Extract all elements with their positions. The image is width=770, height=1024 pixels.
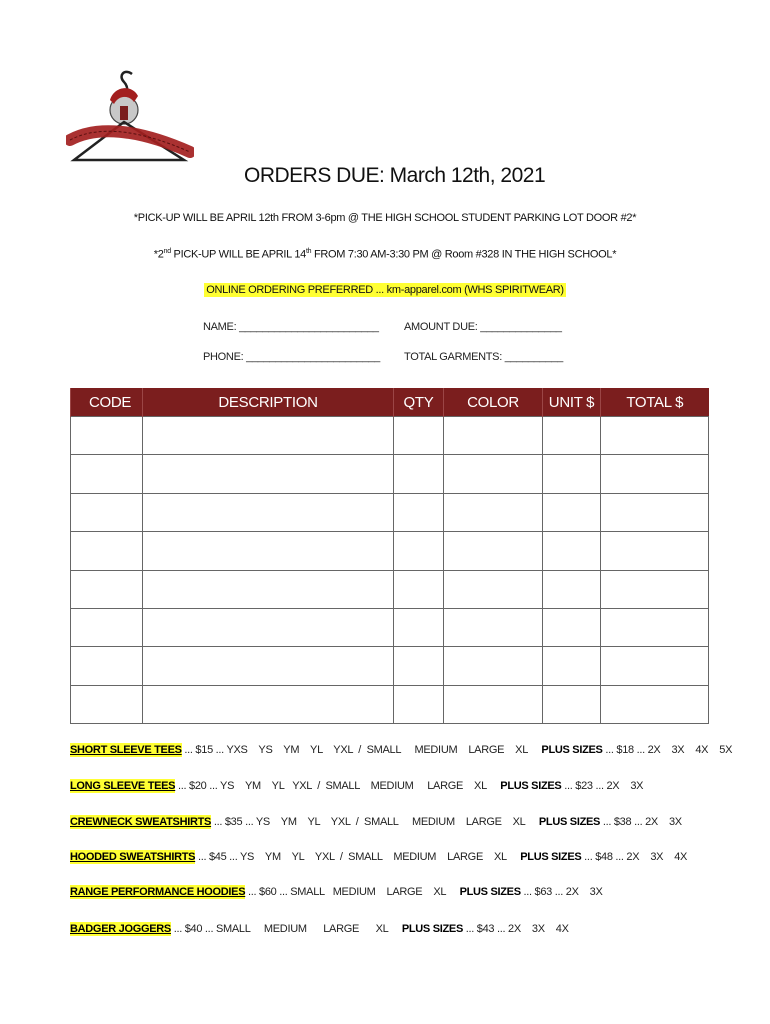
pickup-notice-1: *PICK-UP WILL BE APRIL 12th FROM 3-6pm @ THE HIGH SCHOOL STUDENT PARKING LOT DOOR #2* (133, 212, 637, 224)
cell-description[interactable] (143, 608, 394, 646)
cell-unit-price[interactable] (543, 532, 601, 570)
cell-description[interactable] (143, 455, 394, 493)
size-list: ... $15 ... YXS YS YM YL YXL / SMALL MEDIUM LARGE XL (181, 744, 542, 756)
plus-sizes-label: PLUS SIZES (538, 816, 601, 828)
total-garments-field[interactable]: TOTAL GARMENTS: __________ (404, 351, 563, 363)
header-color: COLOR (444, 388, 543, 417)
cell-color[interactable] (444, 532, 543, 570)
cell-color[interactable] (444, 455, 543, 493)
cell-code[interactable] (71, 685, 143, 723)
cell-unit-price[interactable] (543, 417, 601, 455)
name-field[interactable]: NAME: ________________________ (203, 321, 379, 333)
size-list: ... $60 ... SMALL MEDIUM LARGE XL (245, 886, 460, 898)
cell-code[interactable] (71, 608, 143, 646)
cell-qty[interactable] (394, 570, 444, 608)
plus-sizes-label: PLUS SIZES (541, 744, 603, 756)
cell-color[interactable] (444, 493, 543, 531)
cell-unit-price[interactable] (543, 647, 601, 685)
pickup-notice-2: *2nd PICK-UP WILL BE APRIL 14th FROM 7:30 AM-3:30 PM @ Room #328 IN THE HIGH SCHOOL* (153, 248, 617, 261)
cell-color[interactable] (444, 647, 543, 685)
plus-sizes-label: PLUS SIZES (500, 780, 562, 792)
cell-unit-price[interactable] (543, 608, 601, 646)
cell-description[interactable] (143, 570, 394, 608)
cell-description[interactable] (143, 647, 394, 685)
product-name: HOODED SWEATSHIRTS (70, 851, 196, 863)
plus-size-list: ... $48 ... 2X 3X 4X (581, 851, 688, 863)
plus-sizes-label: PLUS SIZES (459, 886, 521, 898)
amount-due-field[interactable]: AMOUNT DUE: ______________ (404, 321, 562, 333)
plus-sizes-label: PLUS SIZES (520, 851, 582, 863)
header-qty: QTY (394, 388, 444, 417)
online-ordering-highlight: ONLINE ORDERING PREFERRED ... km-apparel.com (WHS SPIRITWEAR) (206, 284, 564, 296)
cell-color[interactable] (444, 608, 543, 646)
cell-total[interactable] (601, 647, 709, 685)
price-line (70, 816, 682, 828)
product-name: RANGE PERFORMANCE HOODIES (70, 886, 246, 898)
product-name: CREWNECK SWEATSHIRTS (70, 816, 212, 828)
cell-total[interactable] (601, 532, 709, 570)
header-code: CODE (71, 388, 143, 417)
product-name: LONG SLEEVE TEES (70, 780, 176, 792)
table-row (71, 647, 709, 685)
plus-size-list: ... $63 ... 2X 3X (520, 886, 603, 898)
table-header-row (71, 388, 709, 417)
cell-qty[interactable] (394, 455, 444, 493)
price-line (70, 780, 643, 792)
table-row (71, 417, 709, 455)
cell-code[interactable] (71, 570, 143, 608)
cell-description[interactable] (143, 532, 394, 570)
cell-color[interactable] (444, 570, 543, 608)
cell-total[interactable] (601, 608, 709, 646)
cell-description[interactable] (143, 493, 394, 531)
table-row (71, 570, 709, 608)
price-line (70, 923, 569, 935)
cell-unit-price[interactable] (543, 570, 601, 608)
header-description: DESCRIPTION (143, 388, 394, 417)
table-row (71, 685, 709, 723)
table-row (71, 532, 709, 570)
cell-unit-price[interactable] (543, 685, 601, 723)
plus-size-list: ... $43 ... 2X 3X 4X (463, 923, 569, 935)
cell-description[interactable] (143, 417, 394, 455)
price-line (70, 744, 732, 756)
product-name: BADGER JOGGERS (70, 923, 171, 935)
cell-code[interactable] (71, 417, 143, 455)
header-unit-price: UNIT $ (543, 388, 601, 417)
product-name: SHORT SLEEVE TEES (70, 744, 182, 756)
cell-qty[interactable] (394, 493, 444, 531)
header-total: TOTAL $ (601, 388, 709, 417)
size-list: ... $20 ... YS YM YL YXL / SMALL MEDIUM LARGE XL (175, 780, 501, 792)
cell-code[interactable] (71, 647, 143, 685)
cell-description[interactable] (143, 685, 394, 723)
plus-sizes-label: PLUS SIZES (401, 923, 463, 935)
trojans-closet-logo (66, 66, 194, 186)
cell-total[interactable] (601, 685, 709, 723)
cell-code[interactable] (71, 455, 143, 493)
plus-size-list: ... $23 ... 2X 3X (561, 780, 644, 792)
cell-color[interactable] (444, 685, 543, 723)
cell-color[interactable] (444, 417, 543, 455)
cell-total[interactable] (601, 417, 709, 455)
cell-total[interactable] (601, 455, 709, 493)
size-list: ... $35 ... YS YM YL YXL / SMALL MEDIUM LARGE XL (211, 816, 539, 828)
cell-unit-price[interactable] (543, 455, 601, 493)
phone-field[interactable]: PHONE: _______________________ (203, 351, 380, 363)
cell-total[interactable] (601, 570, 709, 608)
cell-qty[interactable] (394, 417, 444, 455)
table-row (71, 455, 709, 493)
plus-size-list: ... $18 ... 2X 3X 4X 5X (602, 744, 733, 756)
table-row (71, 493, 709, 531)
plus-size-list: ... $38 ... 2X 3X (600, 816, 682, 828)
order-table-body (71, 417, 709, 724)
cell-qty[interactable] (394, 647, 444, 685)
page-title: ORDERS DUE: March 12th, 2021 (244, 164, 546, 187)
price-line (70, 851, 687, 863)
cell-qty[interactable] (394, 685, 444, 723)
cell-qty[interactable] (394, 532, 444, 570)
size-list: ... $45 ... YS YM YL YXL / SMALL MEDIUM LARGE XL (195, 851, 521, 863)
price-line (70, 886, 603, 898)
cell-code[interactable] (71, 493, 143, 531)
order-table (70, 388, 709, 724)
cell-qty[interactable] (394, 608, 444, 646)
cell-total[interactable] (601, 493, 709, 531)
table-row (71, 608, 709, 646)
size-list: ... $40 ... SMALL MEDIUM LARGE XL (170, 923, 402, 935)
cell-unit-price[interactable] (543, 493, 601, 531)
cell-code[interactable] (71, 532, 143, 570)
online-ordering-note (0, 284, 770, 296)
